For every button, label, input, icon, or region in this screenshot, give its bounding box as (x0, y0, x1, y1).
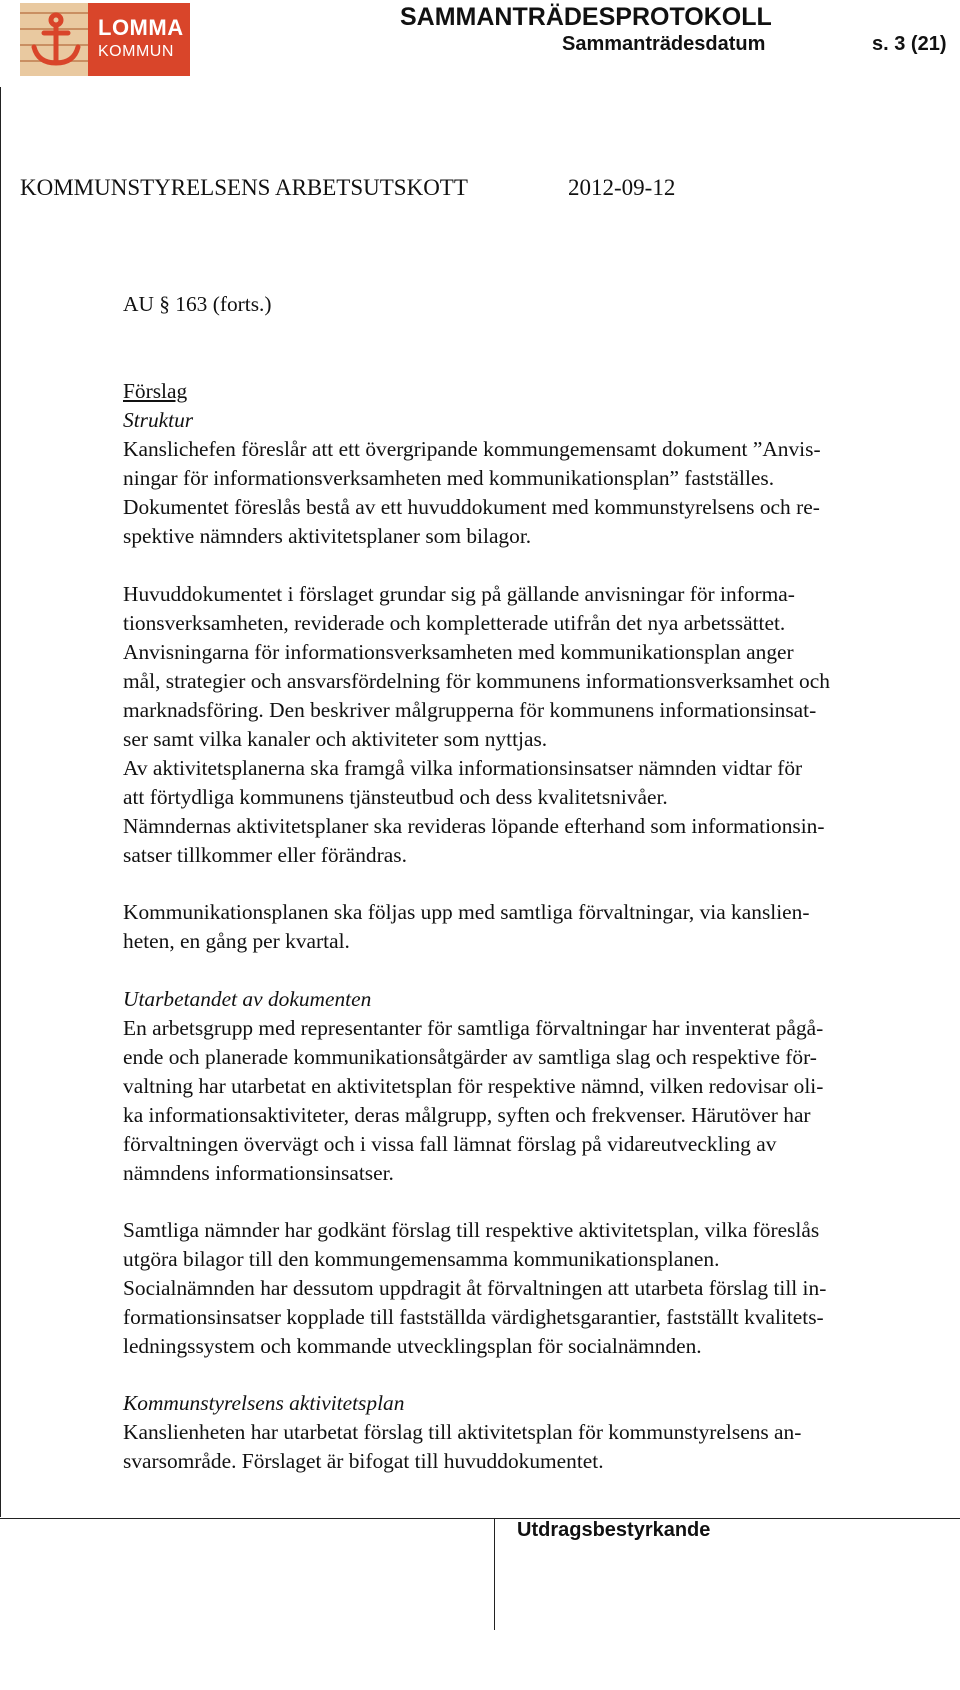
text-line: mål, strategier och ansvarsfördelning för kommunens informationsverksamhet och (123, 669, 830, 693)
text-line: En arbetsgrupp med representanter för samtliga förvaltningar har inventerat pågå- (123, 1016, 824, 1040)
text-line: Av aktivitetsplanerna ska framgå vilka informationsinsatser nämnden vidtar för (123, 756, 803, 780)
text-line: svarsområde. Förslaget är bifogat till huvuddokumentet. (123, 1449, 604, 1473)
text-line: satser tillkommer eller förändras. (123, 843, 407, 867)
section-ref-text: AU § 163 (forts.) (123, 292, 272, 316)
text-line: Samtliga nämnder har godkänt förslag till respektive aktivitetsplan, vilka föreslås (123, 1218, 820, 1242)
text-line: spektive nämnders aktivitetsplaner som bilagor. (123, 524, 532, 548)
text-line: Socialnämnden har dessutom uppdragit åt förvaltningen att utarbeta förslag till in- (123, 1276, 827, 1300)
preparation-heading: Utarbetandet av dokumenten (123, 987, 372, 1011)
committee-name: KOMMUNSTYRELSENS ARBETSUTSKOTT (20, 175, 468, 200)
preparation-section (123, 985, 960, 1188)
text-line: heten, en gång per kvartal. (123, 929, 350, 953)
text-line: Nämndernas aktivitetsplaner ska revideras löpande efterhand som informationsin- (123, 814, 825, 838)
logo-text (98, 17, 184, 60)
text-line: ledningssystem och kommande utvecklingsplan för socialnämnden. (123, 1334, 702, 1358)
certification-label: Utdragsbestyrkande (517, 1519, 711, 1541)
page-number: s. 3 (21) (872, 33, 947, 55)
section-reference (123, 290, 960, 319)
text-line: ningar för informationsverksamheten med kommunikationsplan” fastställes. (123, 466, 775, 490)
text-line: ende och planerade kommunikationsåtgärder av samtliga slag och respektive för- (123, 1045, 817, 1069)
text-line: marknadsföring. Den beskriver målgrupperna för kommunens informationsinsat- (123, 698, 817, 722)
logo-sub: KOMMUN (98, 43, 174, 60)
proposal-heading: Förslag (123, 379, 188, 403)
text-line: nämndens informationsinsatser. (123, 1161, 394, 1185)
text-line: att förtydliga kommunens tjänsteutbud och dess kvalitetsnivåer. (123, 785, 668, 809)
municipality-logo (20, 3, 190, 76)
meeting-date-label: Sammanträdesdatum (562, 33, 766, 55)
footer-divider (494, 1518, 495, 1630)
document-title: SAMMANTRÄDESPROTOKOLL (400, 3, 772, 31)
proposal-section (123, 377, 960, 551)
logo-name: LOMMA (98, 15, 184, 40)
meeting-date: 2012-09-12 (568, 175, 676, 200)
text-line: Kanslichefen föreslår att ett övergripande kommungemensamt dokument ”Anvis- (123, 437, 821, 461)
text-line: valtning har utarbetat en aktivitetsplan för respektive nämnd, vilken redovisar oli- (123, 1074, 824, 1098)
text-line: utgöra bilagor till den kommungemensamma kommunikationsplanen. (123, 1247, 720, 1271)
text-line: ka informationsaktiviteter, deras målgrupp, syften och frekvenser. Härutöver har (123, 1103, 811, 1127)
left-margin-rule (0, 87, 1, 1517)
text-line: förvaltningen övervägt och i vissa fall lämnat förslag på vidareutveckling av (123, 1132, 777, 1156)
footer-rule (0, 1518, 960, 1519)
main-document-paragraph (123, 580, 960, 870)
ks-plan-section (123, 1389, 960, 1476)
text-line: Kanslienheten har utarbetat förslag till aktivitetsplan för kommunstyrelsens an- (123, 1420, 802, 1444)
text-line: formationsinsatser kopplade till fastställda värdighetsgarantier, fastställt kvalitets- (123, 1305, 824, 1329)
text-line: Kommunikationsplanen ska följas upp med samtliga förvaltningar, via kanslien- (123, 900, 810, 924)
text-line: tionsverksamheten, reviderade och kompletterade utifrån det nya arbetssättet. (123, 611, 786, 635)
structure-subheading: Struktur (123, 408, 194, 432)
anchor-icon (28, 11, 84, 69)
text-line: ser samt vilka kanaler och aktiviteter som nyttjas. (123, 727, 548, 751)
text-line: Huvuddokumentet i förslaget grundar sig på gällande anvisningar för informa- (123, 582, 795, 606)
text-line: Anvisningarna för informationsverksamheten med kommunikationsplan anger (123, 640, 794, 664)
ks-plan-heading: Kommunstyrelsens aktivitetsplan (123, 1391, 405, 1415)
followup-paragraph (123, 898, 960, 956)
text-line: Dokumentet föreslås bestå av ett huvuddokument med kommunstyrelsens och re- (123, 495, 820, 519)
approval-paragraph (123, 1216, 960, 1361)
